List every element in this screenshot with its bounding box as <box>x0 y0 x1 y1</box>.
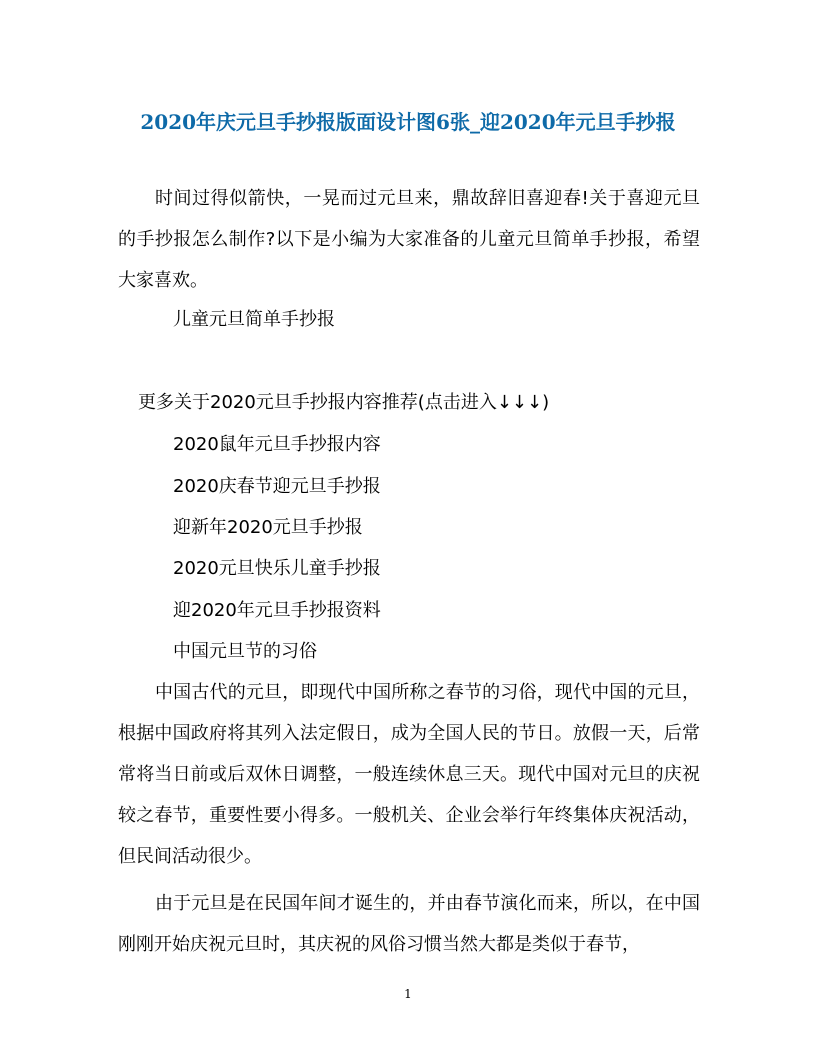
document-title: 2020年庆元旦手抄报版面设计图6张_迎2020年元旦手抄报 <box>140 110 676 134</box>
page-number: 1 <box>404 987 412 1001</box>
intro-paragraph: 时间过得似箭快，一晃而过元旦来，鼎故辞旧喜迎春!关于喜迎元旦的手抄报怎么制作?以下是小编为大家准备的儿童元旦简单手抄报，希望大家喜欢。 <box>118 188 700 291</box>
recommendation-link[interactable]: 2020鼠年元旦手抄报内容 <box>173 434 381 455</box>
subheading: 儿童元旦简单手抄报 <box>173 309 335 330</box>
recommendation-link[interactable]: 2020元旦快乐儿童手抄报 <box>173 558 381 579</box>
body-paragraph: 中国古代的元旦，即现代中国所称之春节的习俗，现代中国的元旦，根据中国政府将其列入法定假日，成为全国人民的节日。放假一天，后常常将当日前或后双休日调整，一般连续休息三天。现代中国对元旦的庆祝较之春节，重要性要小得多。一般机关、企业会举行年终集体庆祝活动，但民间活动很少。 <box>118 682 700 867</box>
recommendation-link[interactable]: 迎新年2020元旦手抄报 <box>173 517 363 538</box>
section-heading: 中国元旦节的习俗 <box>173 641 317 662</box>
more-recommendations-label: 更多关于2020元旦手抄报内容推荐(点击进入↓↓↓) <box>138 392 550 413</box>
recommendation-link[interactable]: 2020庆春节迎元旦手抄报 <box>173 476 381 497</box>
body-paragraph: 由于元旦是在民国年间才诞生的，并由春节演化而来，所以，在中国刚刚开始庆祝元旦时，其庆祝的风俗习惯当然大都是类似于春节， <box>118 893 700 955</box>
recommendation-link[interactable]: 迎2020年元旦手抄报资料 <box>173 600 381 621</box>
